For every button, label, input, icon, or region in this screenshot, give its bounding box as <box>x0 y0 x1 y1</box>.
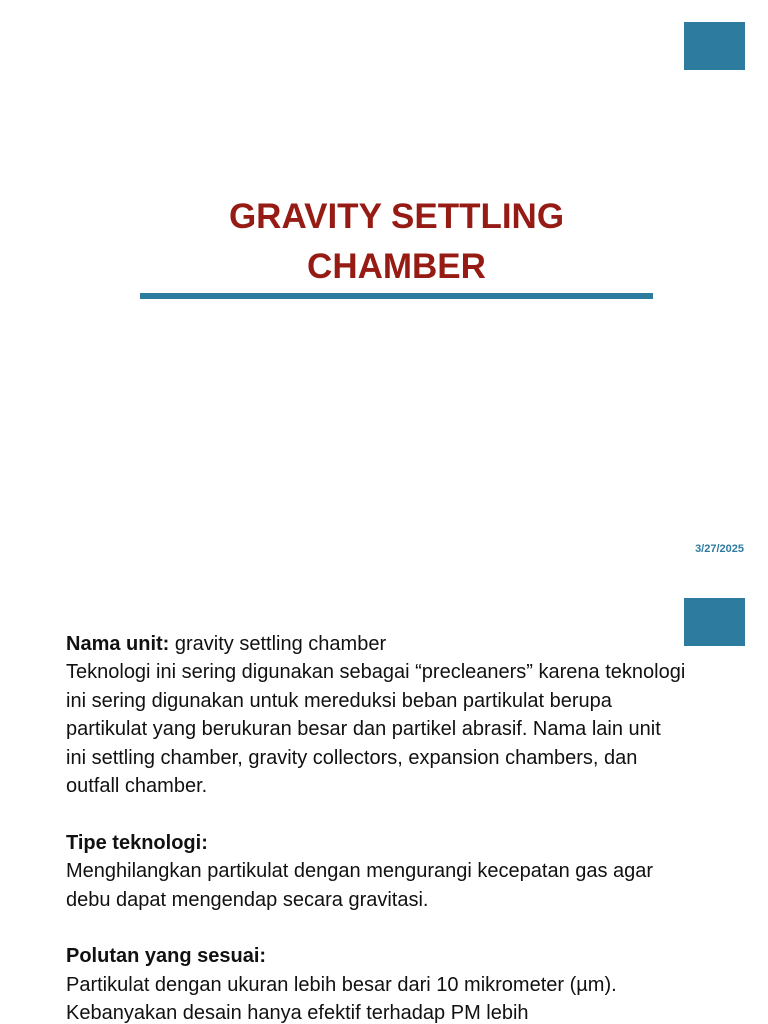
title-underline <box>140 293 653 299</box>
tipe-teknologi-label: Tipe teknologi: <box>66 831 208 854</box>
polutan-label: Polutan yang sesuai: <box>66 945 267 968</box>
nama-unit-line <box>66 630 686 658</box>
slide-title <box>140 192 653 292</box>
corner-accent-square <box>684 22 745 70</box>
slide-title-line-1: GRAVITY SETTLING <box>228 197 565 236</box>
slide-date: 3/27/2025 <box>695 543 744 555</box>
nama-unit-value: gravity settling chamber <box>169 633 387 655</box>
section-nama-unit <box>66 630 686 800</box>
section-tipe-teknologi <box>66 829 686 914</box>
corner-accent-square <box>684 598 745 646</box>
section-polutan <box>66 942 686 1024</box>
slide-title-line-2: CHAMBER <box>307 247 486 286</box>
tipe-teknologi-text: Menghilangkan partikulat dengan mengurangi kecepatan gas agar debu dapat mengendap secara gravitasi. <box>66 860 654 911</box>
nama-unit-description: Teknologi ini sering digunakan sebagai “precleaners” karena teknologi ini sering digunakan untuk mereduksi beban partikulat berupa partikulat yang berukuran besar dan partikel abrasif. Nama lain unit ini settling chamber, gravity collectors, expansion chambers, dan outfall chamber. <box>66 661 686 798</box>
nama-unit-label: Nama unit: <box>66 633 170 655</box>
content-slide <box>0 580 768 1024</box>
polutan-text: Partikulat dengan ukuran lebih besar dari 10 mikrometer (µm). Kebanyakan desain hanya efektif terhadap PM lebih <box>66 973 617 1024</box>
slide-body <box>66 630 686 1024</box>
